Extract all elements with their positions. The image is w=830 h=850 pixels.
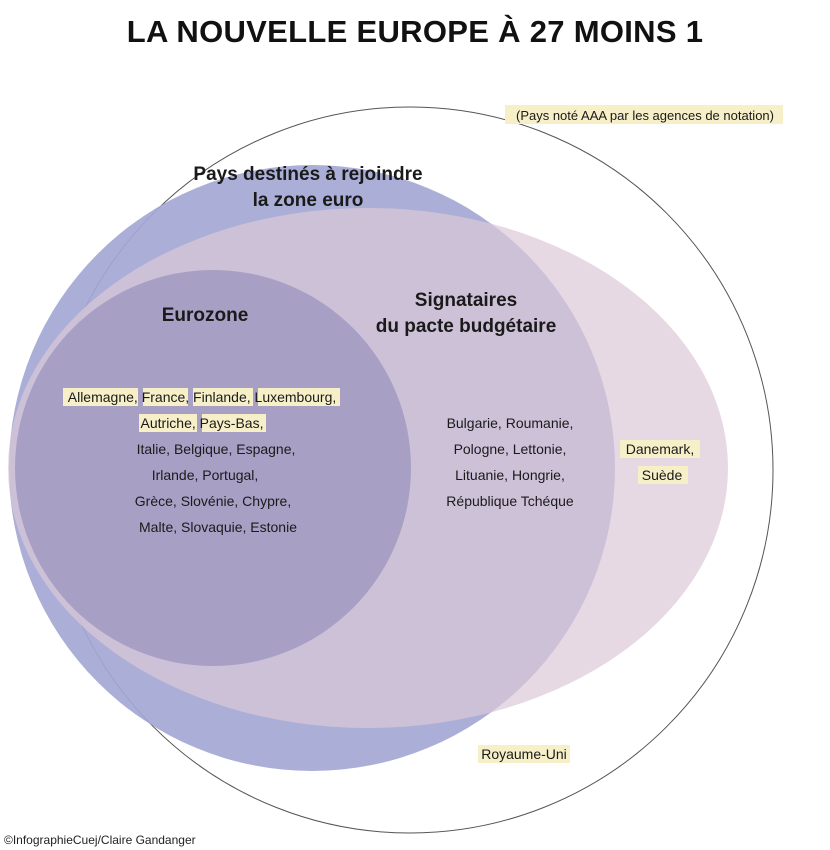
destined-countries-line1: Bulgarie, Roumanie, [446,415,574,431]
destined-label-line2: la zone euro [252,190,364,211]
eurozone-countries-line1: Allemagne, France, Finlande, Luxembourg, [67,389,337,405]
country-luxembourg: Luxembourg [254,389,333,405]
country-finlande: Finlande [193,389,247,405]
country-france: France [141,389,186,405]
country-suede: Suède [641,467,683,483]
pact-label-line1: Signataires [414,290,518,311]
pact-only-countries-line1: Danemark, [625,441,695,457]
eurozone-countries-line6: Malte, Slovaquie, Estonie [139,519,297,535]
country-autriche: Autriche [140,415,192,431]
eurozone-countries-line5: Grèce, Slovénie, Chypre, [134,493,292,509]
legend-text: (Pays noté AAA par les agences de notation) [515,108,775,123]
destined-countries-line3: Lituanie, Hongrie, [455,467,565,483]
eurozone-countries-line3: Italie, Belgique, Espagne, [136,441,296,457]
country-allemagne: Allemagne [67,389,134,405]
eurozone-countries-line4: Irlande, Portugal, [151,467,259,483]
destined-countries-line2: Pologne, Lettonie, [453,441,567,457]
country-danemark: Danemark [625,441,691,457]
country-royaume-uni: Royaume-Uni [481,746,567,762]
pact-only-countries-line2 [642,467,683,483]
destined-label-line1: Pays destinés à rejoindre [193,164,423,185]
country-paysbas: Pays-Bas [199,415,260,431]
page-title: LA NOUVELLE EUROPE À 27 MOINS 1 [126,14,704,49]
destined-countries-line4: République Tchéque [446,493,574,509]
credit-text: ©InfographieCuej/Claire Gandanger [4,833,196,847]
eurozone-countries-line2: Autriche, Pays-Bas, [140,415,264,431]
pact-label-line2: du pacte budgétaire [375,316,557,337]
eurozone-label: Eurozone [161,305,249,326]
